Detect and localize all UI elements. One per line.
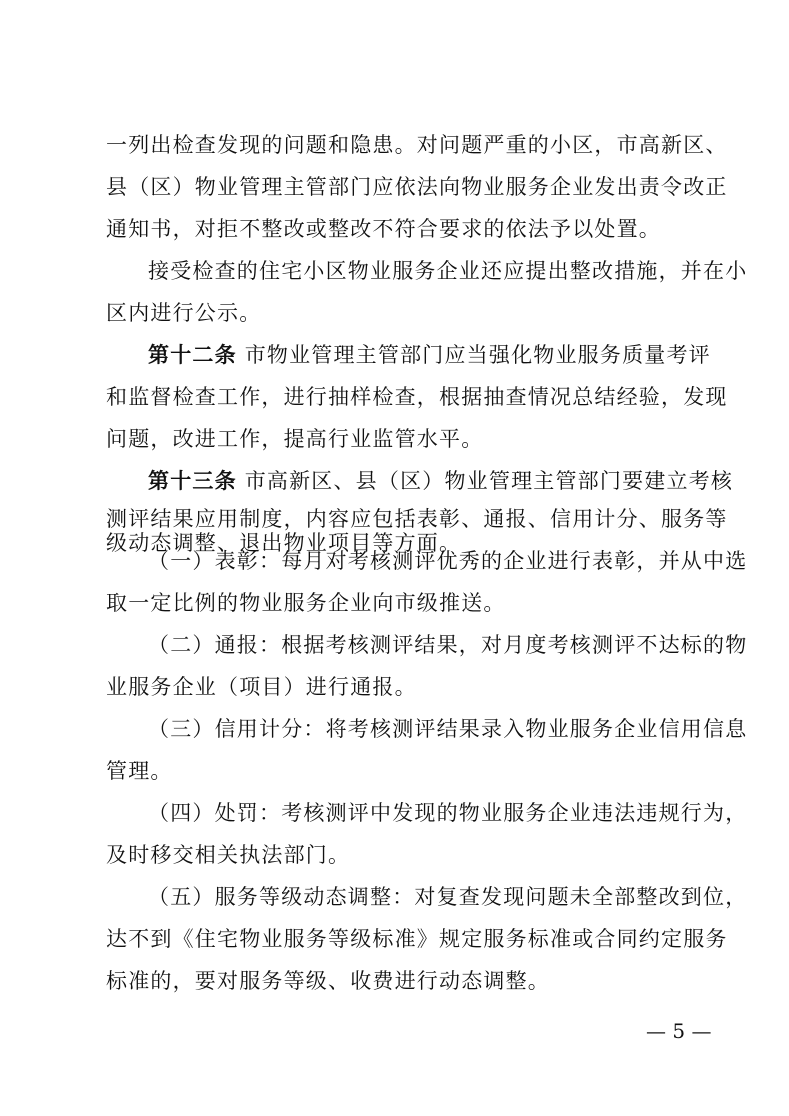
article-heading: 第十三条 bbox=[148, 468, 237, 493]
list-item-line: （三）信用计分：将考核测评结果录入物业服务企业信用信息 bbox=[148, 717, 748, 741]
text-line: 及时移交相关执法部门。 bbox=[106, 843, 351, 867]
article-heading: 第十二条 bbox=[148, 342, 237, 367]
article-12-line bbox=[148, 340, 711, 370]
list-item-line: （一）表彰：每月对考核测评优秀的企业进行表彰，并从中选 bbox=[148, 549, 748, 573]
text-line: 通知书，对拒不整改或整改不符合要求的依法予以处置。 bbox=[106, 217, 661, 241]
list-item-line: （五）服务等级动态调整：对复查发现问题未全部整改到位， bbox=[148, 885, 748, 909]
text-line: 一列出检查发现的问题和隐患。对问题严重的小区，市高新区、 bbox=[106, 133, 728, 157]
article-text: 市物业管理主管部门应当强化物业服务质量考评 bbox=[236, 343, 711, 367]
text-line: 级动态调整、退出物业项目等方面。 bbox=[106, 531, 462, 555]
article-13-line bbox=[148, 466, 733, 496]
text-line: 和监督检查工作，进行抽样检查，根据抽查情况总结经验，发现 bbox=[106, 385, 728, 409]
article-text: 市高新区、县（区）物业管理主管部门要建立考核 bbox=[236, 469, 734, 493]
paragraph-start-line: 接受检查的住宅小区物业服务企业还应提出整改措施，并在小 bbox=[148, 259, 748, 283]
text-line: 测评结果应用制度，内容应包括表彰、通报、信用计分、服务等 bbox=[106, 507, 728, 531]
text-line: 取一定比例的物业服务企业向市级推送。 bbox=[106, 591, 506, 615]
text-line: 业服务企业（项目）进行通报。 bbox=[106, 675, 417, 699]
page-number: — 5 — bbox=[646, 1019, 712, 1043]
text-line: 县（区）物业管理主管部门应依法向物业服务企业发出责令改正 bbox=[106, 175, 728, 199]
text-line: 问题，改进工作，提高行业监管水平。 bbox=[106, 427, 484, 451]
list-item-line: （二）通报：根据考核测评结果，对月度考核测评不达标的物 bbox=[148, 633, 748, 657]
text-line: 标准的，要对服务等级、收费进行动态调整。 bbox=[106, 969, 550, 993]
list-item-line: （四）处罚：考核测评中发现的物业服务企业违法违规行为， bbox=[148, 801, 748, 825]
text-line: 管理。 bbox=[106, 759, 173, 783]
text-line: 达不到《住宅物业服务等级标准》规定服务标准或合同约定服务 bbox=[106, 927, 728, 951]
text-line: 区内进行公示。 bbox=[106, 301, 262, 325]
